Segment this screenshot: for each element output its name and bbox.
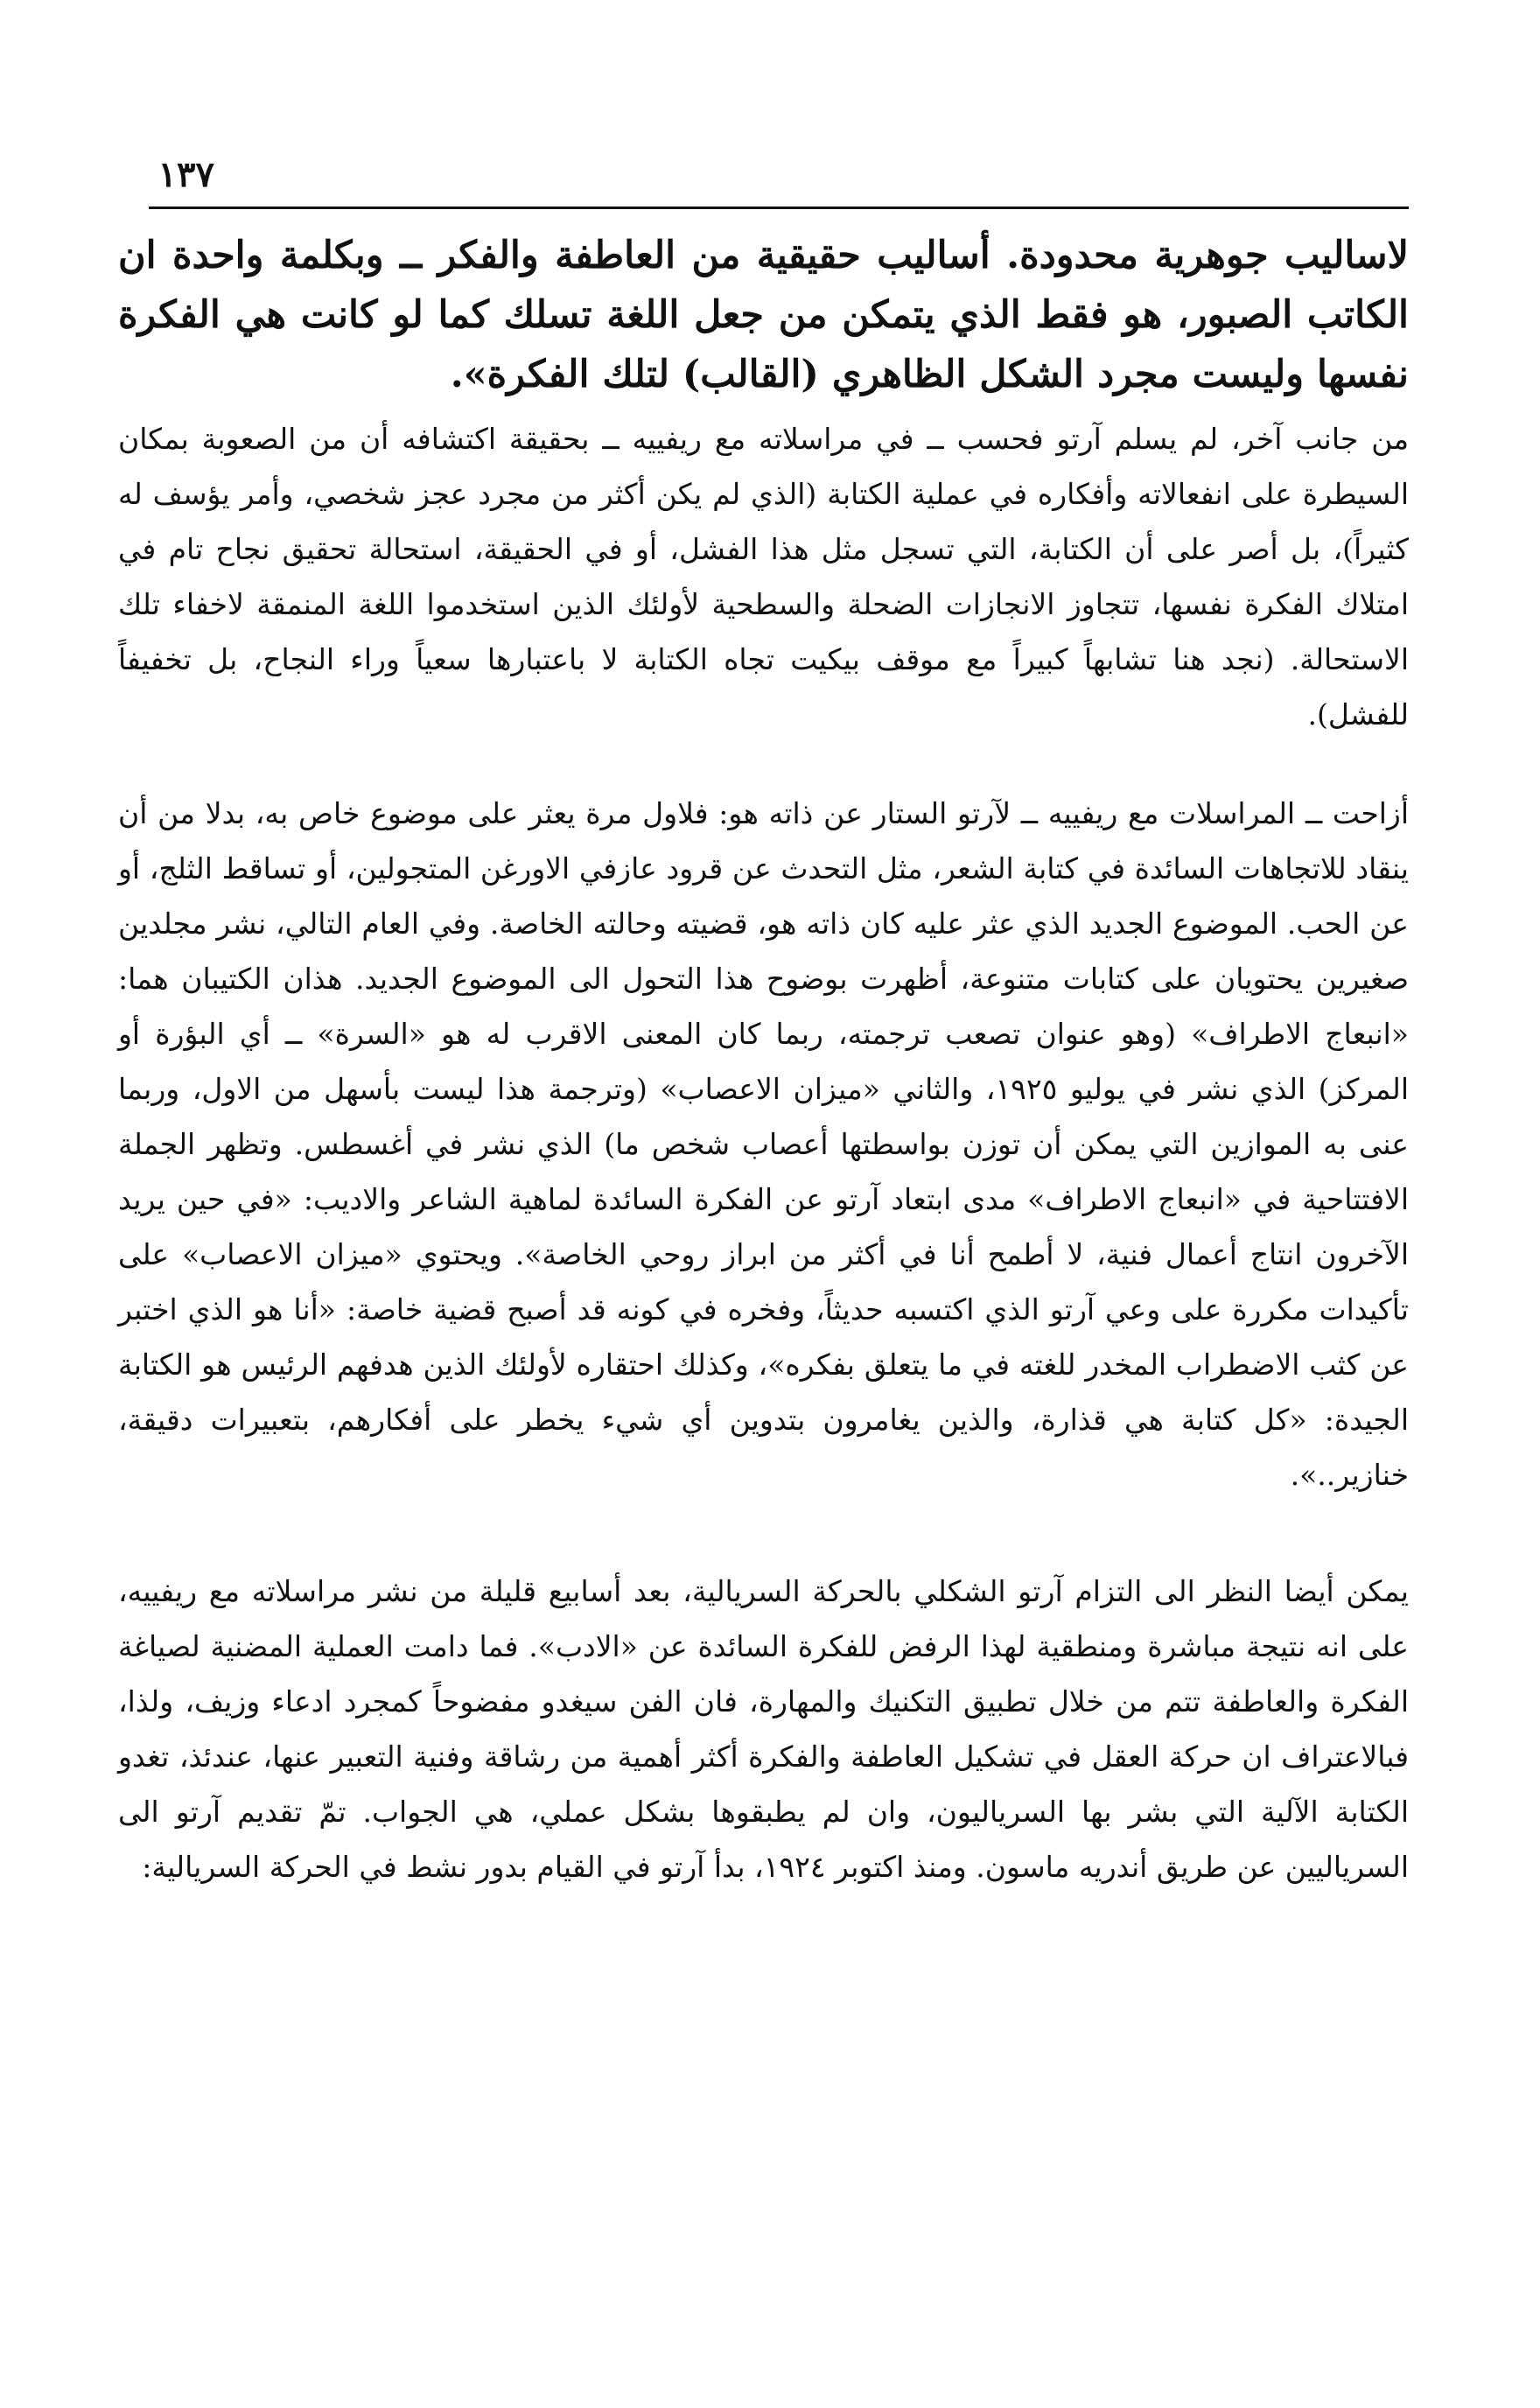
header-rule bbox=[149, 206, 1409, 209]
paragraph-2: أزاحت ــ المراسلات مع ريفييه ــ لآرتو الستار عن ذاته هو: فلاول مرة يعثر على موضوع خاص به، بدلا من أن ينقاد للاتجاهات السائدة في كتابة الشعر، مثل التحدث عن قرود عازفي الاورغن المتجولين، أو تساقط الثلج، أو عن الحب. الموضوع الجديد الذي عثر عليه كان ذاته هو، قضيته وحالته الخاصة. وفي العام التالي، نشر مجلدين صغيرين يحتويان على كتابات متنوعة، أظهرت بوضوح هذا التحول الى الموضوع الجديد. هذان الكتيبان هما: «انبعاج الاطراف» (وهو عنوان تصعب ترجمته، ربما كان المعنى الاقرب له هو «السرة» ــ أي البؤرة أو المركز) الذي نشر في يوليو ١٩٢٥، والثاني «ميزان الاعصاب» (وترجمة هذا ليست بأسهل من الاول، وربما عنى به الموازين التي يمكن أن توزن بواسطتها أعصاب شخص ما) الذي نشر في أغسطس. وتظهر الجملة الافتتاحية في «انبعاج الاطراف» مدى ابتعاد آرتو عن الفكرة السائدة لماهية الشاعر والاديب: «في حين يريد الآخرون انتاج أعمال فنية، لا أطمح أنا في أكثر من ابراز روحي الخاصة». ويحتوي «ميزان الاعصاب» على تأكيدات مكررة على وعي آرتو الذي اكتسبه حديثاً، وفخره في كونه قد أصبح قضية خاصة: «أنا هو الذي اختبر عن كثب الاضطراب المخدر للغته في ما يتعلق بفكره»، وكذلك احتقاره لأولئك الذين هدفهم الرئيس هو الكتابة الجيدة: «كل كتابة هي قذارة، والذين يغامرون بتدوين أي شيء يخطر على أفكارهم، بتعبيرات دقيقة، خنازير..». bbox=[118, 796, 1409, 1492]
paragraph-1: من جانب آخر، لم يسلم آرتو فحسب ــ في مراسلاته مع ريفييه ــ بحقيقة اكتشافه أن من الصعوبة بمكان السيطرة على انفعالاته وأفكاره في عملية الكتابة (الذي لم يكن أكثر من مجرد عجز شخصي، وأمر يؤسف له كثيراً)، بل أصر على أن الكتابة، التي تسجل مثل هذا الفشل، أو في الحقيقة، استحالة تحقيق نجاح تام في امتلاك الفكرة نفسها، تتجاوز الانجازات الضحلة والسطحية لأولئك الذين استخدموا اللغة المنمقة لاخفاء تلك الاستحالة. (نجد هنا تشابهاً كبيراً مع موقف بيكيت تجاه الكتابة لا باعتبارها سعياً وراء النجاح، بل تخفيفاً للفشل). bbox=[118, 422, 1409, 732]
quote-block: لاساليب جوهرية محدودة. أساليب حقيقية من العاطفة والفكر ــ وبكلمة واحدة ان الكاتب الصبور، هو فقط الذي يتمكن من جعل اللغة تسلك كما لو كانت هي الفكرة نفسها وليست مجرد الشكل الظاهري (القالب) لتلك الفكرة». bbox=[118, 234, 1409, 396]
page-number: ١٣٧ bbox=[158, 154, 214, 195]
page-body bbox=[118, 226, 1409, 1894]
paragraph-3: يمكن أيضا النظر الى التزام آرتو الشكلي بالحركة السريالية، بعد أسابيع قليلة من نشر مراسلاته مع ريفييه، على انه نتيجة مباشرة ومنطقية لهذا الرفض للفكرة السائدة عن «الادب». فما دامت العملية المضنية لصياغة الفكرة والعاطفة تتم من خلال تطبيق التكنيك والمهارة، فان الفن سيغدو مفضوحاً كمجرد ادعاء وزيف، ولذا، فبالاعتراف ان حركة العقل في تشكيل العاطفة والفكرة أكثر أهمية من رشاقة وفنية التعبير عنها، عندئذ، تغدو الكتابة الآلية التي بشر بها السرياليون، وان لم يطبقوها بشكل عملي، هي الجواب. تمّ تقديم آرتو الى السرياليين عن طريق أندريه ماسون. ومنذ اكتوبر ١٩٢٤، بدأ آرتو في القيام بدور نشط في الحركة السريالية: bbox=[118, 1574, 1409, 1884]
